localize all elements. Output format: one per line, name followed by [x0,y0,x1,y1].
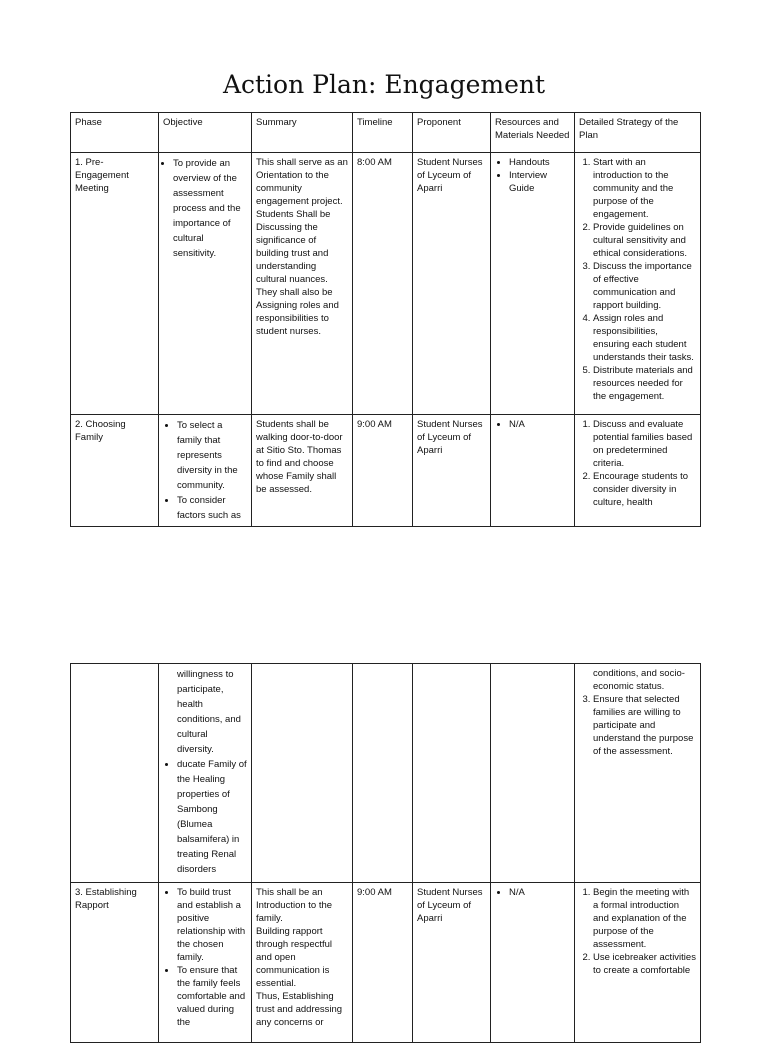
resource-item: • Handouts [509,156,570,169]
cell-phase [71,664,159,883]
strategy-item: 2. Provide guidelines on cultural sensitivity and ethical considerations. [593,221,696,260]
strategy-item: 2. Use icebreaker activities to create a comfortable [593,951,696,977]
cell-resources [491,664,575,883]
objective-item: • To provide an overview of the assessment process and the importance of cultural sensitivity. [173,156,247,261]
cell-objective [159,415,252,527]
cell-proponent: Student Nurses of Lyceum of Aparri [413,883,491,1043]
summary-line: Thus, Establishing trust and addressing any concerns or [256,991,343,1028]
header-summary: Summary [252,113,353,153]
strategy-item: 2. Encourage students to consider diversity in culture, health [593,470,696,509]
header-phase: Phase [71,113,159,153]
cell-strategy [575,883,701,1043]
resource-item: • N/A [509,418,570,431]
cell-objective [159,664,252,883]
cell-phase: 3. Establishing Rapport [71,883,159,1043]
strategy-item: 1. Begin the meeting with a formal introduction and explanation of the purpose of the assessment. [593,886,696,951]
cell-phase: 1. Pre-Engagement Meeting [71,153,159,415]
cell-summary [252,883,353,1043]
resource-item: • N/A [509,886,570,899]
cell-proponent: Student Nurses of Lyceum of Aparri [413,153,491,415]
header-proponent: Proponent [413,113,491,153]
objective-item: • To ensure that the family feels comfortable and valued during the [177,964,247,1029]
cell-summary: This shall serve as an Orientation to the community engagement project. Students Shall be Discussing the significance of building trust and understanding cultural nuances. They shall also be Assigning roles and responsibilities to student nurses. [252,153,353,415]
strategy-list [579,693,696,758]
cell-summary [252,664,353,883]
strategy-item: 1. Start with an introduction to the community and the purpose of the engagement. [593,156,696,221]
objective-item: • To build trust and establish a positive relationship with the chosen family. [177,886,247,964]
cell-proponent: Student Nurses of Lyceum of Aparri [413,415,491,527]
header-strategy: Detailed Strategy of the Plan [575,113,701,153]
cell-timeline: 8:00 AM [353,153,413,415]
strategy-item: 3. Discuss the importance of effective communication and rapport building. [593,260,696,312]
cell-summary: Students shall be walking door-to-door at Sitio Sto. Thomas to find and choose whose Family shall be assessed. [252,415,353,527]
objective-continued: willingness to participate, health conditions, and cultural diversity. [177,669,241,755]
action-plan-table-page-1 [70,112,701,527]
cell-timeline: 9:00 AM [353,883,413,1043]
strategy-item: 3. Ensure that selected families are willing to participate and understand the purpose of the assessment. [593,693,696,758]
table-row [71,883,701,1043]
table-header-row [71,113,701,153]
table-row [71,153,701,415]
table-row [71,664,701,883]
strategy-item: 4. Assign roles and responsibilities, ensuring each student understands their tasks. [593,312,696,364]
summary-line: This shall be an Introduction to the family. [256,887,333,924]
cell-proponent [413,664,491,883]
resource-item: • Interview Guide [509,169,570,195]
page-title: Action Plan: Engagement [222,70,546,99]
cell-resources [491,153,575,415]
table-row [71,415,701,527]
cell-objective [159,883,252,1043]
cell-resources [491,883,575,1043]
cell-phase: 2. Choosing Family [71,415,159,527]
header-resources: Resources and Materials Needed [491,113,575,153]
header-timeline: Timeline [353,113,413,153]
objective-item: • To select a family that represents diversity in the community. [177,418,247,493]
strategy-continued: conditions, and socio-economic status. [593,668,685,692]
cell-strategy [575,664,701,883]
header-objective: Objective [159,113,252,153]
strategy-item: 5. Distribute materials and resources needed for the engagement. [593,364,696,403]
cell-timeline [353,664,413,883]
strategy-item: 1. Discuss and evaluate potential families based on predetermined criteria. [593,418,696,470]
cell-strategy [575,415,701,527]
cell-resources [491,415,575,527]
summary-line: Building rapport through respectful and open communication is essential. [256,926,333,989]
action-plan-table-page-2 [70,663,701,1043]
cell-objective [159,153,252,415]
objective-item: • ducate Family of the Healing properties of Sambong (Blumea balsamifera) in treating Renal disorders [177,757,247,877]
cell-strategy [575,153,701,415]
cell-timeline: 9:00 AM [353,415,413,527]
objective-item: • To consider factors such as [177,493,247,523]
